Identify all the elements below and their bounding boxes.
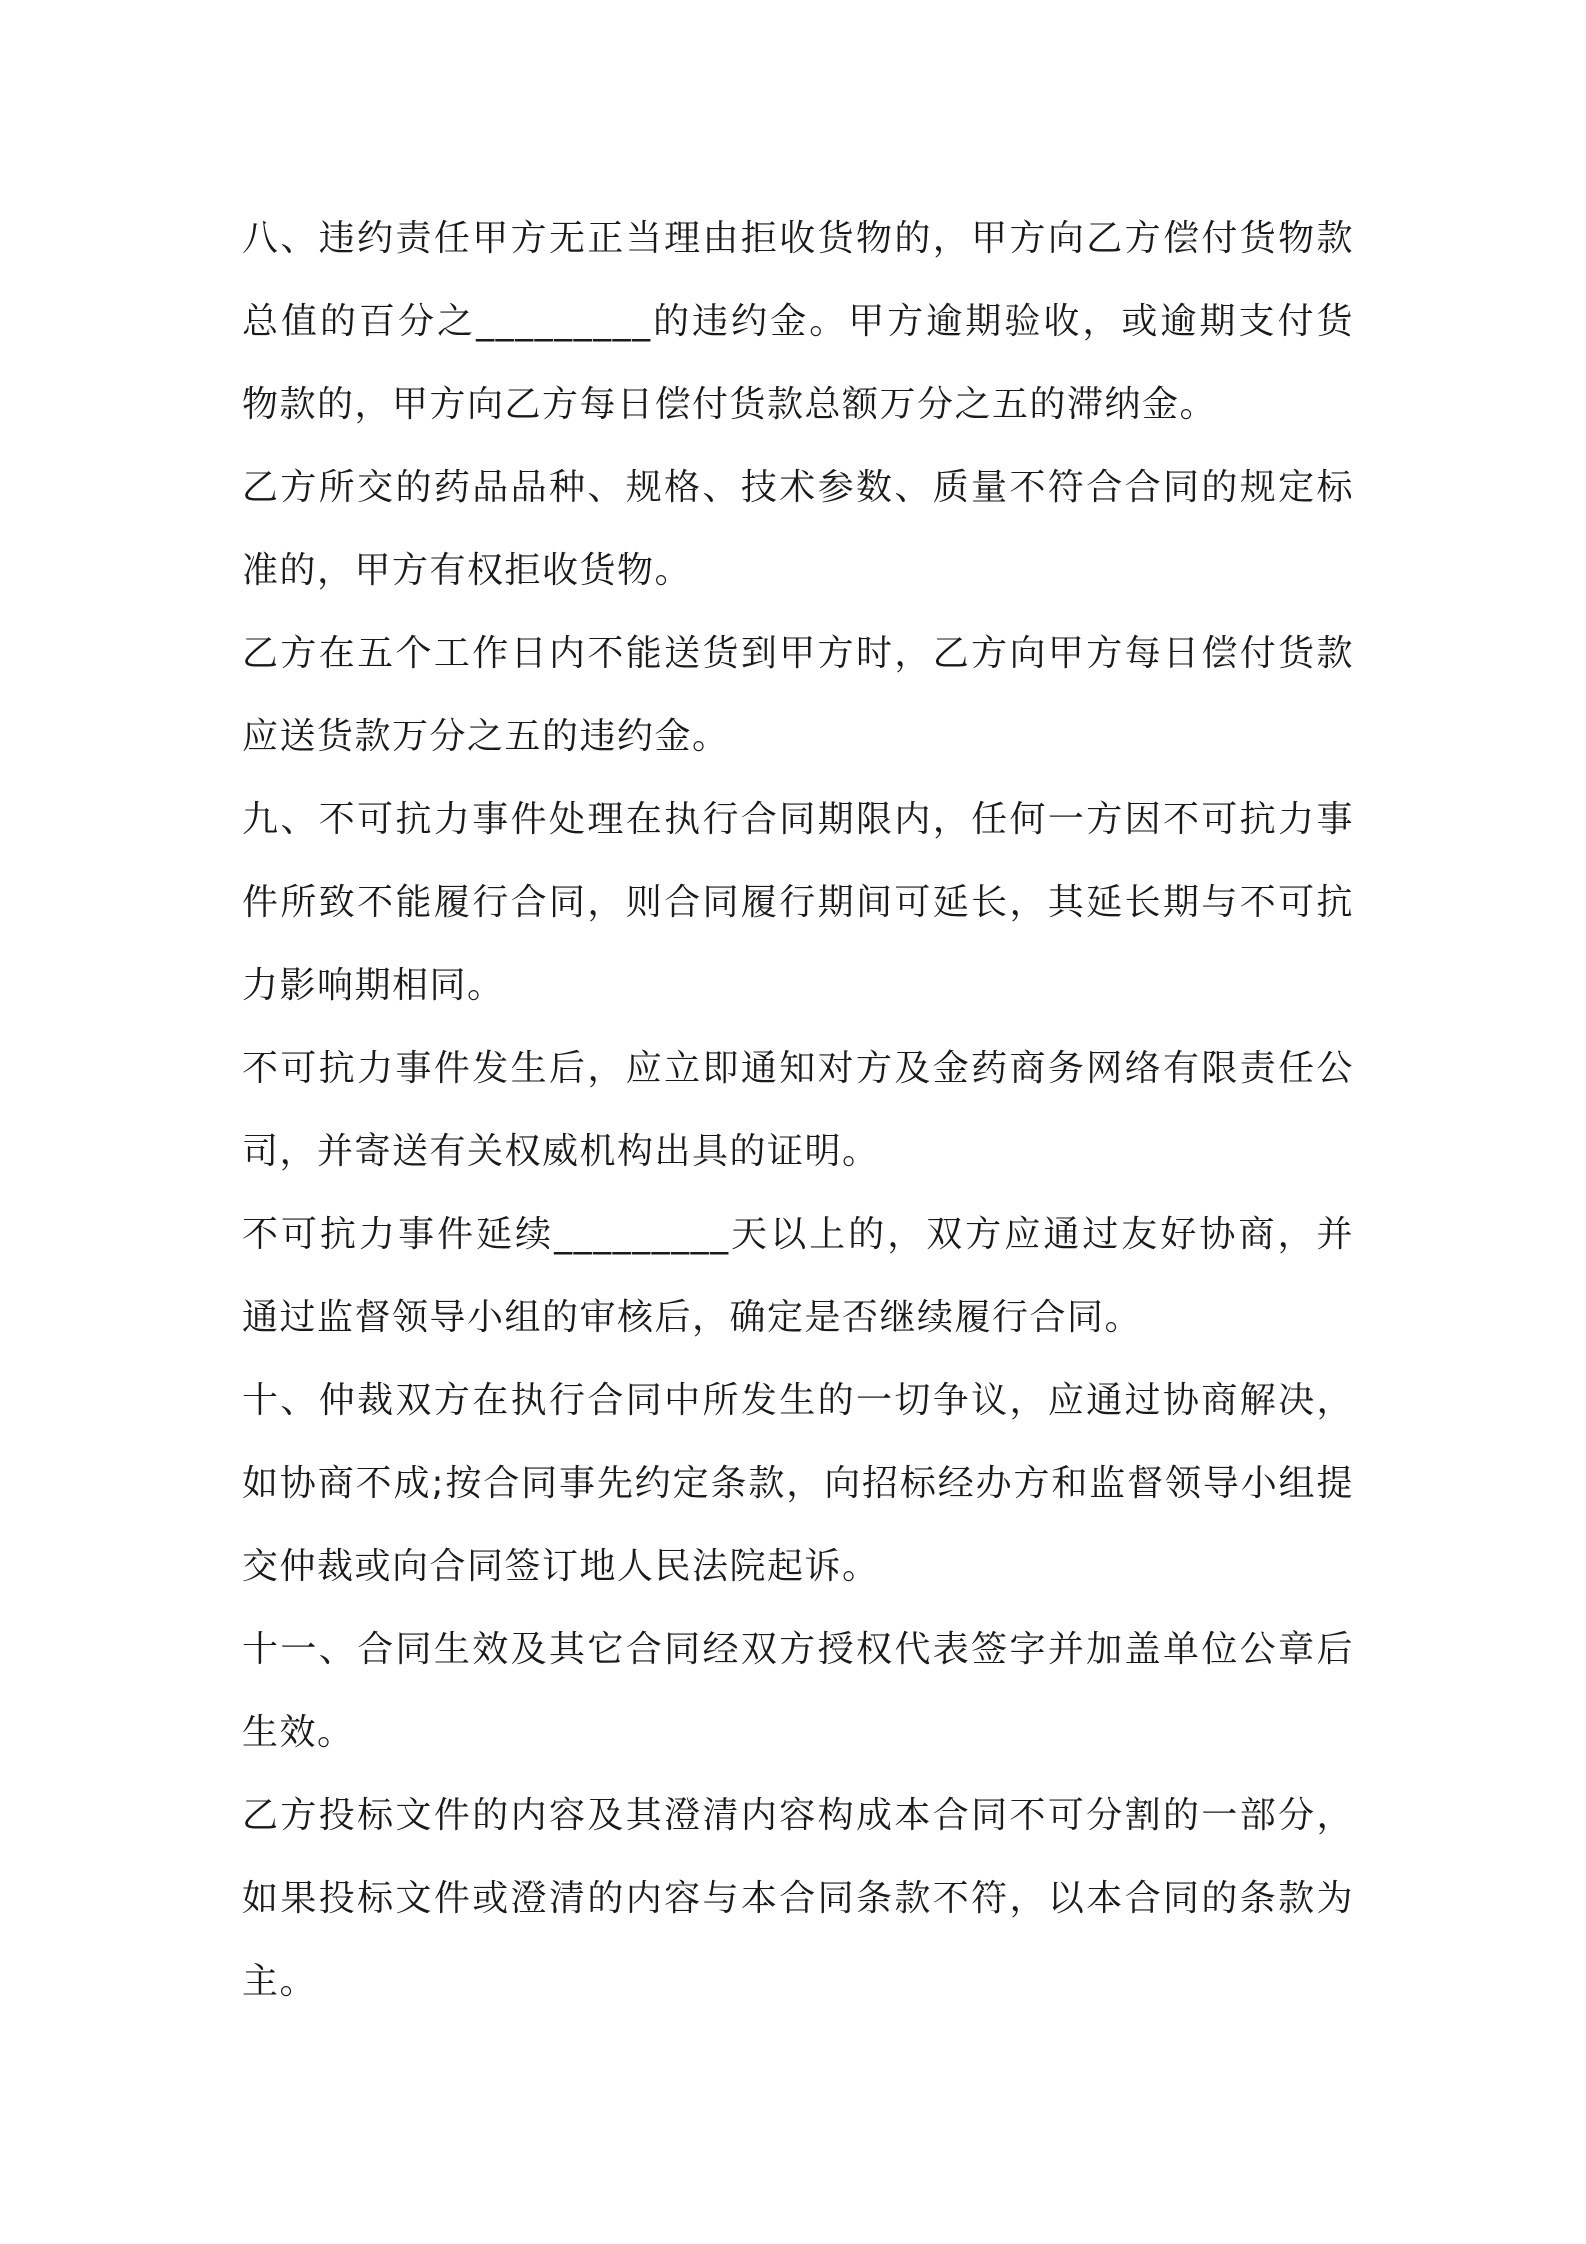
- document-body: [242, 197, 1354, 2023]
- paragraph-breach-liability: 八、违约责任甲方无正当理由拒收货物的，甲方向乙方偿付货物款总值的百分之_________的违约金。甲方逾期验收，或逾期支付货物款的，甲方向乙方每日偿付货款总额万分之五的滞纳金。: [242, 218, 1354, 425]
- paragraph-arbitration: 十、仲裁双方在执行合同中所发生的一切争议，应通过协商解决，如协商不成;按合同事先约定条款，向招标经办方和监督领导小组提交仲裁或向合同签订地人民法院起诉。: [242, 1380, 1354, 1587]
- paragraph-nonconforming-goods: 乙方所交的药品品种、规格、技术参数、质量不符合合同的规定标准的，甲方有权拒收货物。: [242, 467, 1354, 591]
- paragraph-force-majeure: 九、不可抗力事件处理在执行合同期限内，任何一方因不可抗力事件所致不能履行合同，则合同履行期间可延长，其延长期与不可抗力影响期相同。: [242, 799, 1354, 1006]
- paragraph-contract-effect: 十一、合同生效及其它合同经双方授权代表签字并加盖单位公章后生效。: [242, 1629, 1354, 1753]
- paragraph-bid-documents: 乙方投标文件的内容及其澄清内容构成本合同不可分割的一部分，如果投标文件或澄清的内容与本合同条款不符，以本合同的条款为主。: [242, 1795, 1354, 2002]
- paragraph-force-majeure-notice: 不可抗力事件发生后，应立即通知对方及金药商务网络有限责任公司，并寄送有关权威机构出具的证明。: [242, 1048, 1354, 1172]
- paragraph-late-delivery: 乙方在五个工作日内不能送货到甲方时，乙方向甲方每日偿付货款应送货款万分之五的违约金。: [242, 633, 1354, 757]
- paragraph-force-majeure-duration: 不可抗力事件延续_________天以上的，双方应通过友好协商，并通过监督领导小组的审核后，确定是否继续履行合同。: [242, 1214, 1354, 1338]
